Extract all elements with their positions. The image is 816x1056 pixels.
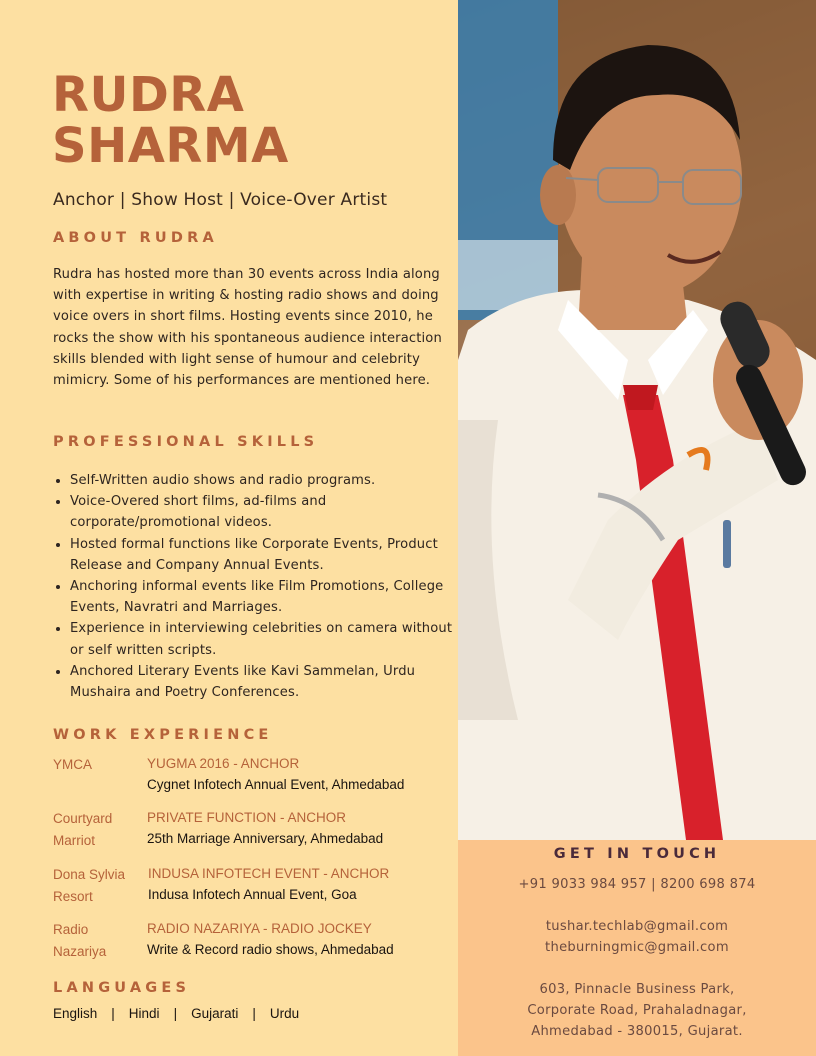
person-name [52, 67, 289, 174]
about-paragraph: Rudra has hosted more than 30 events across India along with expertise in writing & hosting radio shows and doing voice overs in short films. Hosting events since 2010, he rocks the show with his spontaneous audience interaction skills blended with light sense of humour and celebrity mimicry. Some of his performances are mentioned here. [53, 267, 442, 389]
work-heading: WORK EXPERIENCE [53, 727, 273, 743]
contact-email: tushar.techlab@gmail.com [545, 919, 729, 934]
work-description: Cygnet Infotech Annual Event, Ahmedabad [147, 777, 405, 792]
language-item: English [53, 1006, 98, 1021]
name-first: RUDRA [52, 67, 245, 123]
list-item: • Experience in interviewing celebrities on camera without or self written scripts. [70, 618, 462, 660]
list-item: • Anchoring informal events like Film Promotions, College Events, Navratri and Marriages. [70, 576, 462, 618]
contact-block [458, 0, 816, 1056]
contact-address: 603, Pinnacle Business Park, [539, 982, 735, 997]
contact-email: theburningmic@gmail.com [545, 940, 729, 955]
list-item: • Voice-Overed short films, ad-films and corporate/promotional videos. [70, 491, 462, 533]
language-item: Gujarati [191, 1006, 239, 1021]
contact-heading: GET IN TOUCH [553, 846, 721, 862]
work-org: YMCA [53, 757, 93, 772]
languages-heading: LANGUAGES [53, 980, 191, 996]
languages-list [53, 1006, 299, 1021]
language-separator: | [252, 1006, 256, 1021]
language-item: Hindi [128, 1006, 160, 1021]
contact-address: Ahmedabad - 380015, Gujarat. [531, 1024, 743, 1039]
work-role: PRIVATE FUNCTION - ANCHOR [147, 810, 347, 825]
contact-address: Corporate Road, Prahaladnagar, [527, 1003, 747, 1018]
work-org: Dona Sylvia Resort [53, 867, 126, 904]
about-heading: ABOUT RUDRA [53, 230, 218, 246]
work-description: Indusa Infotech Annual Event, Goa [148, 887, 357, 902]
skills-heading: PROFESSIONAL SKILLS [53, 434, 319, 450]
language-separator: | [111, 1006, 115, 1021]
list-item: • Anchored Literary Events like Kavi Sammelan, Urdu Mushaira and Poetry Conferences. [70, 661, 462, 703]
work-org: Radio Nazariya [53, 922, 107, 959]
tagline: Anchor | Show Host | Voice-Over Artist [53, 190, 388, 210]
list-item: • Hosted formal functions like Corporate Events, Product Release and Company Annual Events. [70, 534, 462, 576]
work-role: INDUSA INFOTECH EVENT - ANCHOR [148, 866, 390, 881]
list-item: • Self-Written audio shows and radio programs. [70, 470, 462, 491]
work-role: YUGMA 2016 - ANCHOR [147, 756, 300, 771]
work-description: Write & Record radio shows, Ahmedabad [147, 942, 394, 957]
name-last: SHARMA [52, 118, 289, 174]
skills-list [52, 470, 462, 703]
work-role: RADIO NAZARIYA - RADIO JOCKEY [147, 921, 372, 936]
work-description: 25th Marriage Anniversary, Ahmedabad [147, 831, 384, 846]
language-separator: | [173, 1006, 178, 1021]
work-org: Courtyard Marriot [53, 811, 113, 848]
contact-phone: +91 9033 984 957 | 8200 698 874 [518, 877, 756, 892]
language-item: Urdu [269, 1006, 300, 1021]
